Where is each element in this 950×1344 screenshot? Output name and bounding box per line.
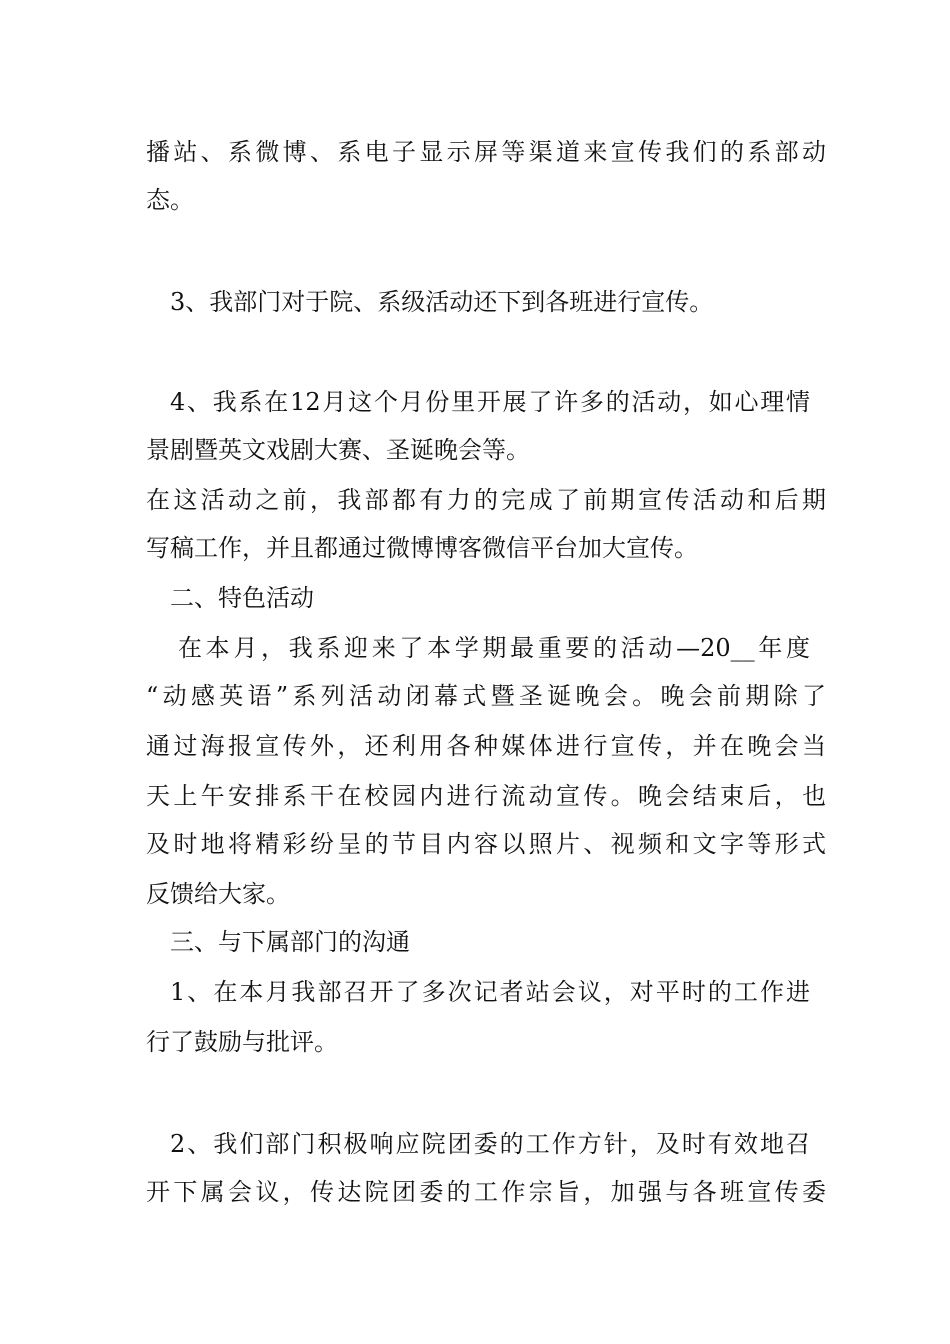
paragraph-line: 写稿工作，并且都通过微博博客微信平台加大宣传。 [146,534,698,562]
paragraph-line: 开下属会议，传达院团委的工作宗旨，加强与各班宣传委 [146,1178,826,1206]
paragraph-line: “动感英语”系列活动闭幕式暨圣诞晚会。晚会前期除了 [146,682,826,710]
paragraph-line: 态。 [146,186,194,214]
section-heading: 二、特色活动 [170,584,314,612]
paragraph-line: 2、我们部门积极响应院团委的工作方针，及时有效地召 [170,1130,810,1158]
paragraph-line: 4、我系在12月这个月份里开展了许多的活动，如心理情 [170,388,810,416]
paragraph-line: 在这活动之前，我部都有力的完成了前期宣传活动和后期 [146,486,826,514]
paragraph-line: 及时地将精彩纷呈的节目内容以照片、视频和文字等形式 [146,830,826,858]
paragraph-line: 反馈给大家。 [146,880,290,908]
paragraph-line: 天上午安排系干在校园内进行流动宣传。晚会结束后，也 [146,782,826,810]
paragraph-line: 行了鼓励与批评。 [146,1028,338,1056]
paragraph-line: 1、在本月我部召开了多次记者站会议，对平时的工作进 [170,978,810,1006]
paragraph-line: 在本月，我系迎来了本学期最重要的活动—20__年度 [178,634,810,662]
paragraph-line: 播站、系微博、系电子显示屏等渠道来宣传我们的系部动 [146,138,826,166]
paragraph-line: 3、我部门对于院、系级活动还下到各班进行宣传。 [170,288,714,316]
paragraph-line: 通过海报宣传外，还利用各种媒体进行宣传，并在晚会当 [146,732,826,760]
section-heading: 三、与下属部门的沟通 [170,928,410,956]
paragraph-line: 景剧暨英文戏剧大赛、圣诞晚会等。 [146,436,530,464]
